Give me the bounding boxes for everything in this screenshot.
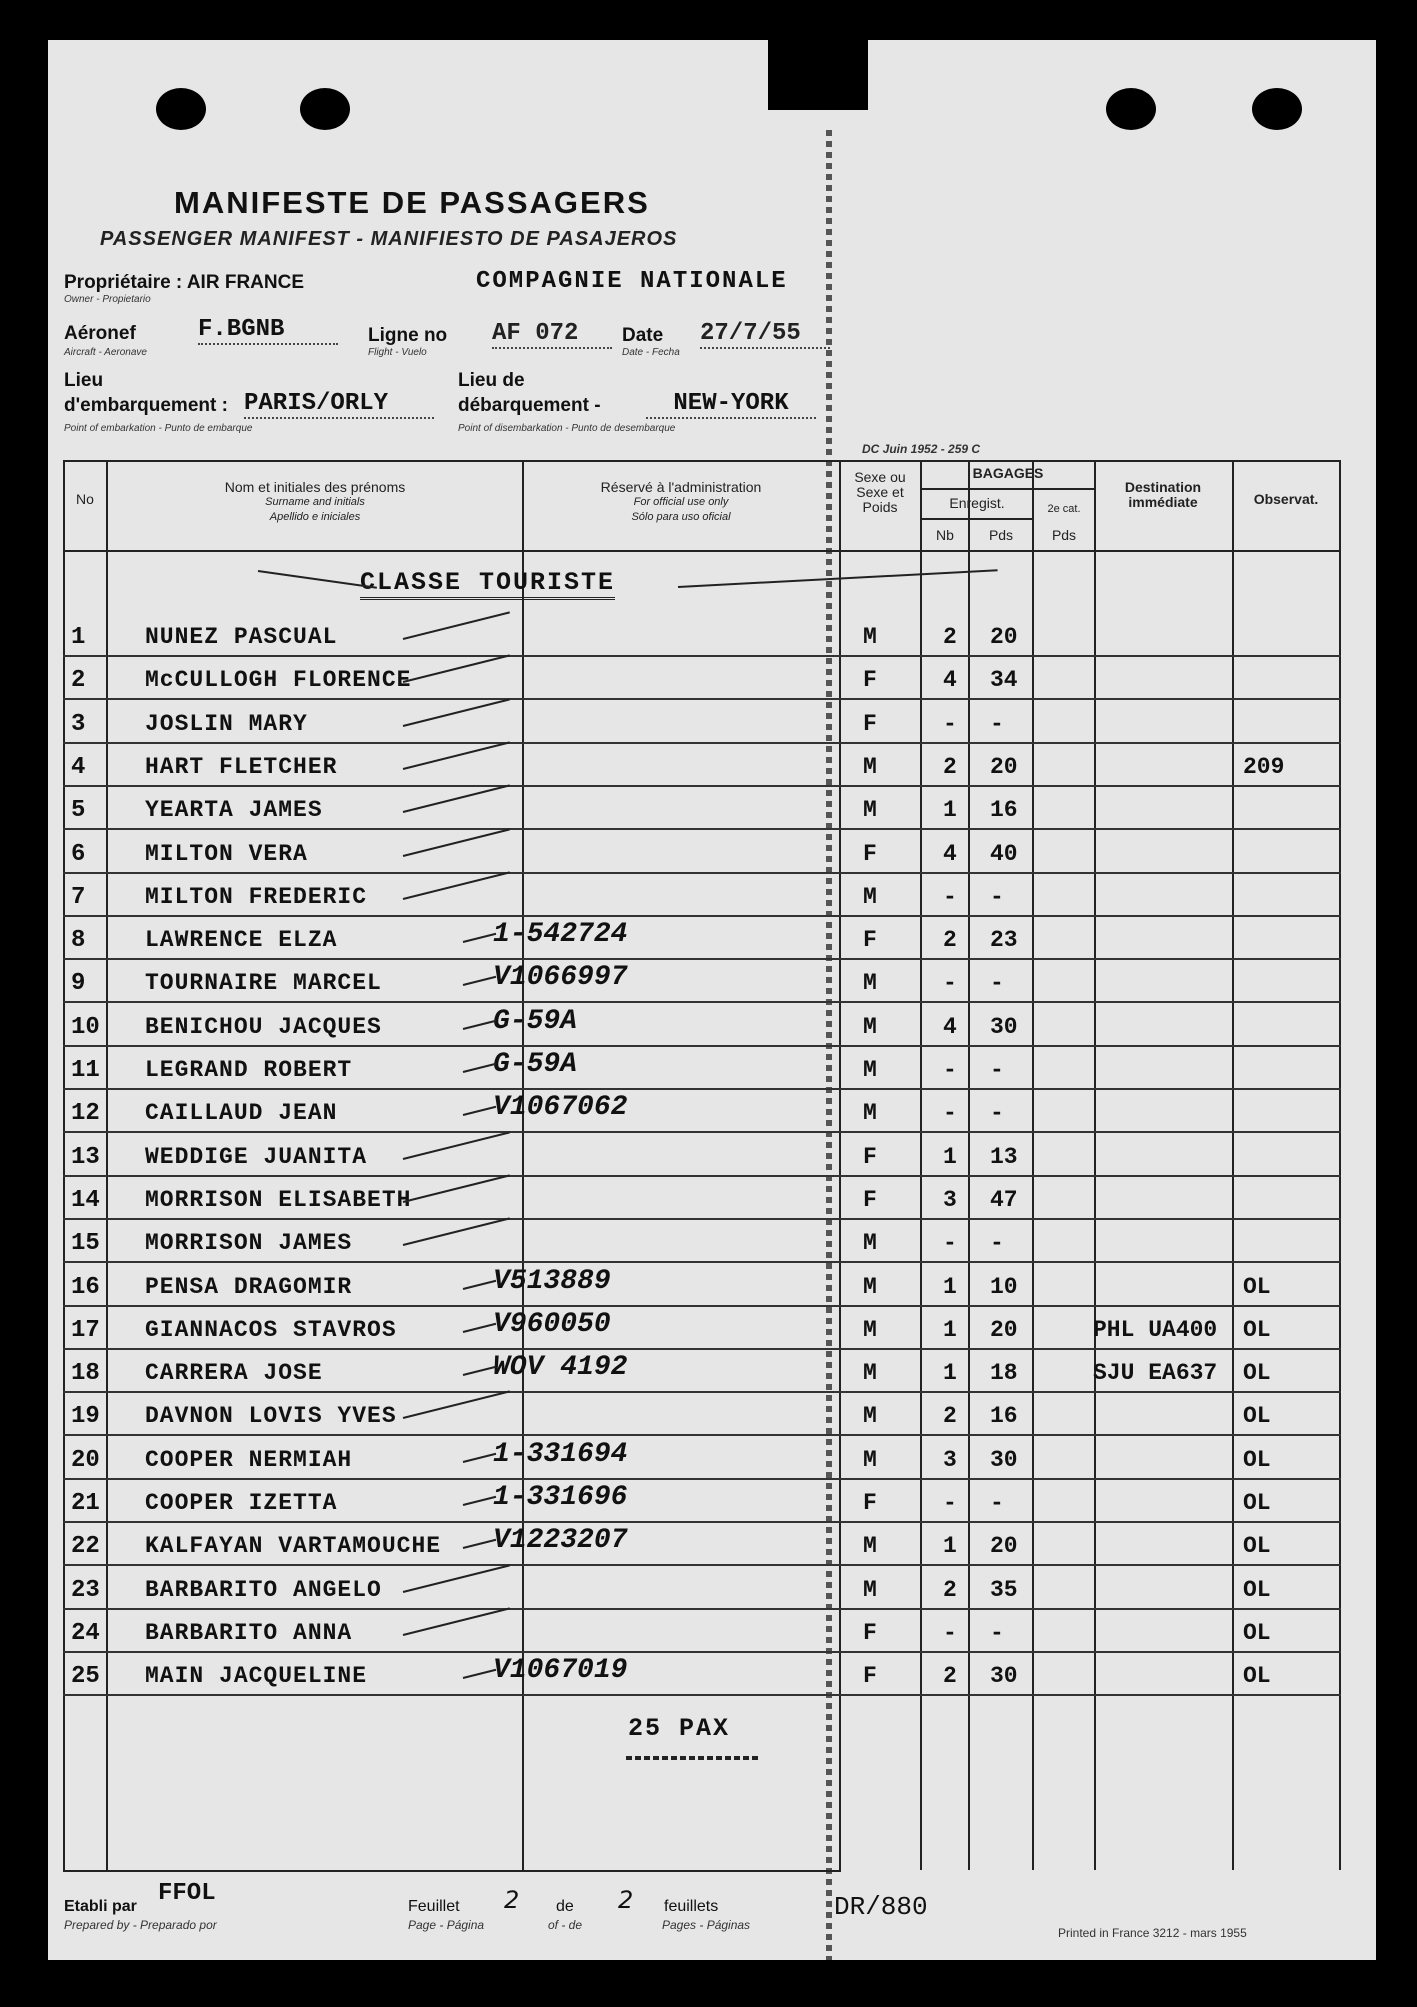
table-row	[63, 829, 1341, 874]
table-row	[63, 1435, 1341, 1480]
passenger-sex: F	[863, 927, 877, 954]
baggage-weight: 23	[990, 927, 1018, 954]
baggage-count: -	[943, 710, 957, 737]
baggage-count: -	[943, 970, 957, 997]
pen-stroke	[463, 1106, 496, 1116]
passenger-sex: F	[863, 1490, 877, 1516]
passenger-number: 5	[71, 797, 86, 825]
passenger-name: LEGRAND ROBERT	[145, 1057, 353, 1083]
col-nb: Nb	[936, 527, 954, 543]
passenger-sex: M	[863, 1360, 877, 1387]
punch-hole	[1252, 88, 1302, 130]
class-label: CLASSE TOURISTE	[360, 568, 615, 600]
passenger-sex: M	[863, 1057, 877, 1083]
passenger-number: 1	[71, 624, 86, 651]
passenger-number: 2	[71, 667, 86, 695]
admin-reference: V1223207	[493, 1525, 628, 1557]
admin-reference: WOV 4192	[493, 1352, 628, 1384]
prepared-label: Etabli par	[64, 1898, 137, 1915]
baggage-count: 2	[943, 753, 957, 780]
passenger-number: 11	[71, 1057, 100, 1084]
passenger-name: BARBARITO ANGELO	[145, 1576, 382, 1603]
date-label: Date	[622, 325, 664, 346]
pen-stroke	[403, 1391, 510, 1420]
table-row	[63, 612, 1341, 657]
admin-reference: 1-542724	[493, 919, 628, 951]
baggage-weight: -	[990, 1057, 1004, 1083]
passenger-sex: F	[863, 1663, 877, 1690]
baggage-count: 1	[943, 1143, 957, 1170]
observation: OL	[1243, 1360, 1271, 1387]
pen-stroke	[403, 828, 510, 857]
passenger-sex: M	[863, 883, 877, 910]
passenger-number: 6	[71, 840, 86, 868]
baggage-count: 1	[943, 1533, 957, 1560]
total-pax: 25 PAX	[628, 1714, 731, 1743]
pen-stroke	[403, 698, 510, 727]
pen-stroke	[403, 1131, 510, 1160]
passenger-name: CARRERA JOSE	[145, 1360, 323, 1387]
manifest-title: MANIFESTE DE PASSAGERS	[174, 185, 650, 220]
passenger-number: 7	[71, 883, 86, 911]
passenger-name: BENICHOU JACQUES	[145, 1013, 382, 1040]
baggage-weight: 30	[990, 1013, 1018, 1040]
form-code: DC Juin 1952 - 259 C	[862, 442, 981, 456]
baggage-weight: -	[990, 883, 1004, 910]
passenger-sex: M	[863, 1316, 877, 1343]
baggage-weight: 18	[990, 1360, 1018, 1387]
observation: OL	[1243, 1576, 1271, 1603]
of-value: 2	[618, 1886, 634, 1914]
col-pds: Pds	[988, 527, 1014, 543]
passenger-name: MAIN JACQUELINE	[145, 1663, 368, 1690]
table-row	[63, 1262, 1341, 1307]
passenger-name: McCULLOGH FLORENCE	[145, 667, 412, 694]
baggage-weight: -	[990, 1100, 1004, 1127]
passenger-number: 12	[71, 1100, 100, 1128]
pen-stroke	[463, 1323, 496, 1333]
baggage-count: 3	[943, 1446, 957, 1473]
table-row	[63, 1218, 1341, 1263]
passenger-number: 15	[71, 1230, 100, 1258]
manifest-sheet	[48, 40, 1376, 1960]
observation: OL	[1243, 1533, 1271, 1560]
sheet-sub: Page - Página	[408, 1918, 485, 1932]
baggage-weight: -	[990, 710, 1004, 737]
passenger-sex: M	[863, 1446, 877, 1473]
passenger-name: CAILLAUD JEAN	[145, 1100, 338, 1127]
embark-label-1: Lieu	[64, 370, 104, 391]
admin-reference: V1067062	[493, 1092, 628, 1124]
col-admin-en: For official use only	[633, 496, 729, 508]
baggage-count: 3	[943, 1186, 957, 1213]
destination-code: SJU EA637	[1093, 1360, 1218, 1387]
col-admin-es: Sólo para uso oficial	[631, 511, 731, 523]
passenger-name: KALFAYAN VARTAMOUCHE	[145, 1533, 442, 1560]
pen-stroke	[463, 1019, 496, 1029]
passenger-number: 8	[71, 927, 86, 955]
observation: OL	[1243, 1619, 1271, 1646]
baggage-weight: 40	[990, 840, 1018, 867]
passenger-number: 25	[71, 1663, 100, 1691]
passenger-sex: M	[863, 1273, 877, 1300]
baggage-weight: 20	[990, 753, 1018, 780]
baggage-weight: 16	[990, 797, 1018, 824]
col-destination: Destination immédiate	[1124, 479, 1202, 510]
passenger-number: 22	[71, 1533, 100, 1561]
pen-stroke	[463, 1452, 496, 1462]
table-row	[63, 1305, 1341, 1350]
col-observ: Observat.	[1253, 491, 1319, 507]
grid-header-bottom	[63, 550, 1341, 552]
admin-reference: 1-331696	[493, 1482, 628, 1513]
passenger-sex: M	[863, 1100, 877, 1127]
passenger-name: LAWRENCE ELZA	[145, 927, 338, 954]
pen-stroke	[463, 1669, 496, 1679]
baggage-count: 1	[943, 1360, 957, 1387]
baggage-weight: -	[990, 1619, 1004, 1646]
passenger-sex: M	[863, 1013, 877, 1040]
owner-label: Propriétaire : AIR FRANCE	[64, 272, 304, 293]
pen-stroke	[463, 933, 496, 943]
col-bagages: BAGAGES	[972, 465, 1044, 481]
passenger-number: 19	[71, 1403, 100, 1431]
baggage-count: 2	[943, 624, 957, 650]
flight-label: Ligne no	[368, 325, 448, 346]
owner-value: COMPAGNIE NATIONALE	[476, 268, 788, 295]
enregist-divider	[920, 518, 1032, 520]
baggage-weight: 10	[990, 1273, 1018, 1300]
passenger-name: YEARTA JAMES	[145, 797, 323, 824]
baggage-count: -	[943, 1057, 957, 1083]
admin-reference: G-59A	[493, 1005, 578, 1037]
embark-value: PARIS/ORLY	[244, 390, 434, 419]
flight-sub: Flight - Vuelo	[368, 347, 427, 358]
observation: OL	[1243, 1273, 1271, 1300]
punch-hole	[300, 88, 350, 130]
pen-stroke	[403, 1218, 510, 1247]
embark-label-2: d'embarquement :	[64, 395, 228, 416]
observation: 209	[1243, 753, 1285, 780]
flight-value: AF 072	[492, 320, 612, 349]
baggage-count: -	[943, 883, 957, 910]
table-row	[63, 1608, 1341, 1653]
admin-reference: V513889	[493, 1265, 611, 1297]
passenger-name: HART FLETCHER	[145, 753, 338, 780]
paper-notch	[768, 40, 868, 110]
passenger-number: 23	[71, 1576, 100, 1604]
admin-reference: G-59A	[493, 1049, 578, 1080]
baggage-weight: -	[990, 1230, 1004, 1257]
table-row	[63, 655, 1341, 700]
sheet-value: 2	[504, 1886, 520, 1914]
passenger-sex: M	[863, 797, 877, 824]
bagages-divider	[920, 488, 1094, 490]
prepared-value: FFOL	[158, 1880, 216, 1907]
table-row	[63, 1132, 1341, 1177]
sheet-label: Feuillet	[408, 1898, 460, 1915]
pen-stroke	[403, 611, 510, 640]
passenger-number: 3	[71, 710, 86, 738]
grid-bottom	[63, 1870, 841, 1872]
admin-reference: V960050	[493, 1308, 611, 1340]
passenger-name: BARBARITO ANNA	[145, 1619, 353, 1646]
grid-top	[63, 460, 1341, 462]
aircraft-value: F.BGNB	[198, 316, 338, 345]
passenger-sex: F	[863, 1186, 877, 1213]
passenger-sex: F	[863, 667, 877, 694]
table-row	[63, 699, 1341, 744]
punch-hole	[1106, 88, 1156, 130]
pen-stroke	[463, 1063, 496, 1073]
passenger-number: 18	[71, 1360, 100, 1388]
passenger-sex: F	[863, 840, 877, 867]
pen-stroke	[403, 1607, 510, 1636]
baggage-weight: 34	[990, 667, 1018, 694]
baggage-weight: -	[990, 1490, 1004, 1516]
passenger-name: MILTON FREDERIC	[145, 883, 368, 910]
passenger-number: 24	[71, 1619, 100, 1647]
table-row	[63, 1088, 1341, 1133]
baggage-weight: 20	[990, 1533, 1018, 1560]
table-row	[63, 785, 1341, 830]
pen-stroke	[463, 1366, 496, 1376]
col-name-es: Apellido e iniciales	[269, 511, 361, 523]
col-name-en: Surname and initials	[265, 496, 365, 508]
passenger-name: GIANNACOS STAVROS	[145, 1316, 397, 1343]
passenger-name: JOSLIN MARY	[145, 710, 308, 737]
passenger-number: 13	[71, 1143, 100, 1171]
owner-sub: Owner - Propietario	[64, 294, 151, 305]
passenger-number: 16	[71, 1273, 100, 1301]
aircraft-label: Aéronef	[64, 323, 136, 344]
passenger-number: 10	[71, 1013, 100, 1041]
passenger-number: 20	[71, 1446, 100, 1474]
passenger-name: COOPER IZETTA	[145, 1490, 338, 1516]
printed-note: Printed in France 3212 - mars 1955	[1058, 1926, 1247, 1940]
aircraft-sub: Aircraft - Aeronave	[64, 347, 147, 358]
pen-stroke	[403, 1564, 510, 1593]
col-other: 2e cat.	[1047, 503, 1081, 515]
observation: OL	[1243, 1663, 1271, 1690]
pen-stroke	[403, 655, 510, 684]
sheets-sub: Pages - Páginas	[662, 1918, 751, 1932]
admin-reference: 1-331694	[493, 1438, 628, 1470]
date-sub: Date - Fecha	[622, 347, 680, 358]
manifest-subtitle: PASSENGER MANIFEST - MANIFIESTO DE PASAJEROS	[100, 228, 678, 250]
passenger-name: PENSA DRAGOMIR	[145, 1273, 353, 1300]
baggage-count: 2	[943, 1576, 957, 1603]
baggage-count: -	[943, 1100, 957, 1127]
baggage-count: 1	[943, 1273, 957, 1300]
observation: OL	[1243, 1490, 1271, 1516]
passenger-number: 21	[71, 1490, 100, 1517]
passenger-name: WEDDIGE JUANITA	[145, 1143, 368, 1170]
passenger-name: MORRISON JAMES	[145, 1230, 353, 1257]
baggage-count: -	[943, 1619, 957, 1646]
pen-stroke	[403, 741, 510, 770]
passenger-name: NUNEZ PASCUAL	[145, 624, 338, 650]
baggage-weight: 20	[990, 1316, 1018, 1343]
disembark-sub: Point of disembarkation - Punto de desembarque	[458, 423, 676, 434]
reference-code: DR/880	[834, 1892, 928, 1922]
baggage-weight: 47	[990, 1186, 1018, 1213]
passenger-name: MORRISON ELISABETH	[145, 1186, 412, 1213]
baggage-weight: 30	[990, 1663, 1018, 1690]
baggage-count: 2	[943, 1663, 957, 1690]
passenger-number: 9	[71, 970, 86, 998]
col-name: Nom et initiales des prénoms	[224, 479, 406, 495]
pen-stroke	[463, 1279, 496, 1289]
passenger-number: 17	[71, 1316, 100, 1344]
passenger-sex: M	[863, 1230, 877, 1257]
col-enregist: Enregist.	[949, 495, 1005, 511]
table-row	[63, 1045, 1341, 1090]
baggage-count: 1	[943, 797, 957, 824]
disembark-value: NEW-YORK	[646, 390, 816, 419]
passenger-sex: F	[863, 1619, 877, 1646]
passenger-name: DAVNON LOVIS YVES	[145, 1403, 397, 1430]
table-row	[63, 1651, 1341, 1696]
passenger-sex: M	[863, 1403, 877, 1430]
baggage-weight: 13	[990, 1143, 1018, 1170]
observation: OL	[1243, 1316, 1271, 1343]
passenger-sex: M	[863, 1533, 877, 1560]
disembark-label-2: débarquement -	[458, 395, 601, 416]
table-row	[63, 958, 1341, 1003]
baggage-weight: 35	[990, 1576, 1018, 1603]
passenger-number: 14	[71, 1186, 100, 1214]
baggage-count: -	[943, 1490, 957, 1516]
baggage-weight: 20	[990, 624, 1018, 650]
table-row	[63, 1478, 1341, 1523]
admin-reference: V1066997	[493, 962, 628, 994]
baggage-count: 2	[943, 1403, 957, 1430]
pen-stroke	[463, 1539, 496, 1549]
col-no: No	[76, 491, 94, 507]
table-row	[63, 1565, 1341, 1610]
col-admin: Réservé à l'administration	[600, 479, 762, 495]
passenger-sex: M	[863, 970, 877, 997]
passenger-sex: M	[863, 753, 877, 780]
col-sex: Sexe ou Sexe et Poids	[854, 469, 906, 515]
col-admin-header	[526, 480, 836, 525]
pen-stroke	[678, 569, 998, 588]
col-pds2: Pds	[1051, 527, 1077, 543]
baggage-count: 4	[943, 1013, 957, 1040]
table-row	[63, 1175, 1341, 1220]
baggage-count: 1	[943, 1316, 957, 1343]
embark-sub: Point of embarkation - Punto de embarque	[64, 423, 253, 434]
table-row	[63, 1391, 1341, 1436]
table-row	[63, 915, 1341, 960]
observation: OL	[1243, 1403, 1271, 1430]
col-name-header	[110, 480, 520, 525]
destination-code: PHL UA400	[1093, 1316, 1218, 1343]
baggage-weight: 16	[990, 1403, 1018, 1430]
passenger-name: COOPER NERMIAH	[145, 1446, 353, 1473]
prepared-sub: Prepared by - Preparado por	[64, 1918, 217, 1932]
table-row	[63, 872, 1341, 917]
date-value: 27/7/55	[700, 320, 830, 349]
passenger-sex: M	[863, 624, 877, 650]
admin-reference: V1067019	[493, 1655, 628, 1687]
sheets-label: feuillets	[664, 1898, 719, 1915]
passenger-number: 4	[71, 753, 86, 781]
passenger-name: MILTON VERA	[145, 840, 308, 867]
passenger-name: TOURNAIRE MARCEL	[145, 970, 382, 997]
table-row	[63, 1521, 1341, 1566]
pen-stroke	[403, 871, 510, 900]
passenger-sex: F	[863, 710, 877, 737]
disembark-label-1: Lieu de	[458, 370, 525, 391]
table-row	[63, 742, 1341, 787]
table-row	[63, 1348, 1341, 1393]
pen-stroke	[403, 785, 510, 814]
of-sub: of - de	[548, 1918, 583, 1932]
pen-stroke	[463, 1496, 496, 1506]
passenger-sex: F	[863, 1143, 877, 1170]
table-row	[63, 1002, 1341, 1047]
passenger-sex: M	[863, 1576, 877, 1603]
observation: OL	[1243, 1446, 1271, 1473]
baggage-count: 4	[943, 840, 957, 867]
baggage-weight: -	[990, 970, 1004, 997]
punch-hole	[156, 88, 206, 130]
baggage-count: -	[943, 1230, 957, 1257]
pen-stroke	[403, 1174, 510, 1203]
baggage-weight: 30	[990, 1446, 1018, 1473]
of-label: de	[556, 1898, 574, 1915]
baggage-count: 2	[943, 927, 957, 954]
baggage-count: 4	[943, 667, 957, 694]
pen-stroke	[463, 976, 496, 986]
total-underline	[626, 1756, 758, 1760]
